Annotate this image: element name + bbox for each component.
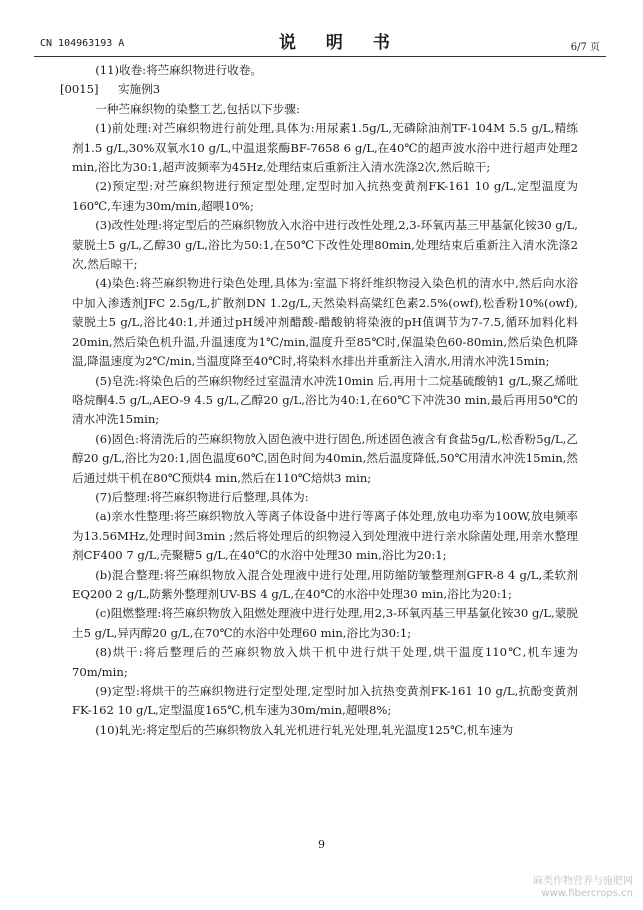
paragraph-step-3: (3)改性处理:将定型后的苎麻织物放入水浴中进行改性处理,2,3-环氧丙基三甲基氯化铵30 g/L,蒙脱土5 g/L,乙醇30 g/L,浴比为50:1,在50℃下改性处理80min,处理结束后重新注入清水洗涤2次,然后晾干; <box>72 218 578 272</box>
paragraph-intro: 一种苎麻织物的染整工艺,包括以下步骤: <box>95 101 300 116</box>
document-title: 说 明 书 <box>279 33 402 53</box>
paragraph-marker <box>60 80 578 99</box>
paragraph-step-7a: (a)亲水性整理:将苎麻织物放入等离子体设备中进行等离子体处理,放电功率为100W,放电频率为13.56MHz,处理时间3min ;然后将处理后的织物浸入到处理液中进行亲水除菌处理,用亲水整理剂CF400 7 g/L,壳聚糖5 g/L,在40℃的水浴中处理30 min,浴比为20:1; <box>72 509 578 563</box>
page-header <box>34 28 606 52</box>
paragraph-step-2: (2)预定型:对苎麻织物进行预定型处理,定型时加入抗热变黄剂FK-161 10 g/L,定型温度为160℃,车速为30m/min,超喂10%; <box>72 179 578 213</box>
paragraph-step-5: (5)皂洗:将染色后的苎麻织物经过室温清水冲洗10min 后,再用十二烷基硫酸钠1 g/L,聚乙烯吡咯烷酮4.5 g/L,AEO-9 4.5 g/L,乙醇20 g/L,浴比为40:1,在60℃下冲洗30 min,最后再用50℃的清水冲洗15min; <box>72 373 578 427</box>
paragraph-step-11: (11)收卷:将苎麻织物进行收卷。 <box>95 63 263 77</box>
example-heading: 实施例3 <box>118 82 161 97</box>
paragraph-step-8: (8)烘干:将后整理后的苎麻织物放入烘干机中进行烘干处理,烘干温度110℃,机车速为70m/min; <box>72 645 578 679</box>
document-body <box>60 61 578 740</box>
paragraph-step-10: (10)轧光:将定型后的苎麻织物放入轧光机进行轧光处理,轧光温度125℃,机车速为 <box>95 722 514 737</box>
watermark <box>533 876 633 900</box>
header-divider <box>34 56 606 57</box>
page-indicator: 6/7 页 <box>570 42 600 53</box>
paragraph-number: [0015] <box>60 82 99 97</box>
paragraph-step-9: (9)定型:将烘干的苎麻织物进行定型处理,定型时加入抗热变黄剂FK-161 10 g/L,抗酚变黄剂FK-162 10 g/L,定型温度165℃,机车速为30m/min,超喂8%; <box>72 684 578 718</box>
paragraph-step-7: (7)后整理:将苎麻织物进行后整理,具体为: <box>95 489 309 504</box>
paragraph-step-7c: (c)阻燃整理:将苎麻织物放入阻燃处理液中进行处理,用2,3-环氧丙基三甲基氯化铵30 g/L,蒙脱土5 g/L,异丙醇20 g/L,在70℃的水浴中处理60 min,浴比为30:1; <box>72 606 578 640</box>
paragraph-step-4: (4)染色:将苎麻织物进行染色处理,具体为:室温下将纤维织物浸入染色机的清水中,然后向水浴中加入渗透剂JFC 2.5g/L,扩散剂DN 1.2g/L,天然染料高粱红色素2.5%(owf),松香粉10%(owf),蒙脱土5 g/L,浴比40:1,并通过pH缓冲剂醋酸-醋酸钠将染液的pH值调节为7-7.5,循环加料化料20min,然后染色机升温,升温速度为1℃/min,温度升至85℃时,保温染色60-80min,然后染色机降温,降温速度为2℃/min,当温度降至40℃时,将染料水排出并重新注入清水,用清水冲洗15min; <box>72 276 578 369</box>
paragraph-step-7b: (b)混合整理:将苎麻织物放入混合处理液中进行处理,用防缩防皱整理剂GFR-8 4 g/L,柔软剂EQ200 2 g/L,防紫外整理剂UV-BS 4 g/L,在40℃的水浴中处理30 min,浴比为20:1; <box>72 567 578 601</box>
page-number: 9 <box>318 838 325 851</box>
paragraph-step-1: (1)前处理:对苎麻织物进行前处理,具体为:用尿素1.5g/L,无磷除油剂TF-104M 5.5 g/L,精练剂1.5 g/L,30%双氧水10 g/L,中温退浆酶BF-7658 6 g/L,在40℃的超声波水浴中进行超声处理2 min,浴比为30:1,超声波频率为45Hz,处理结束后重新注入清水洗涤2次,然后晾干; <box>72 121 578 175</box>
watermark-url: www.fibercrops.cn <box>541 888 633 899</box>
patent-number: CN 104963193 A <box>40 38 125 49</box>
watermark-title: 麻类作物营养与施肥网 <box>533 876 633 887</box>
paragraph-step-6: (6)固色:将清洗后的苎麻织物放入固色液中进行固色,所述固色液含有食盐5g/L,松香粉5g/L,乙醇20 g/L,浴比为20:1,固色温度60℃,固色时间为40min,然后温度降低,50℃用清水冲洗15min,然后通过烘干机在80℃预烘4 min,然后在110℃焙烘3 min; <box>72 431 578 485</box>
